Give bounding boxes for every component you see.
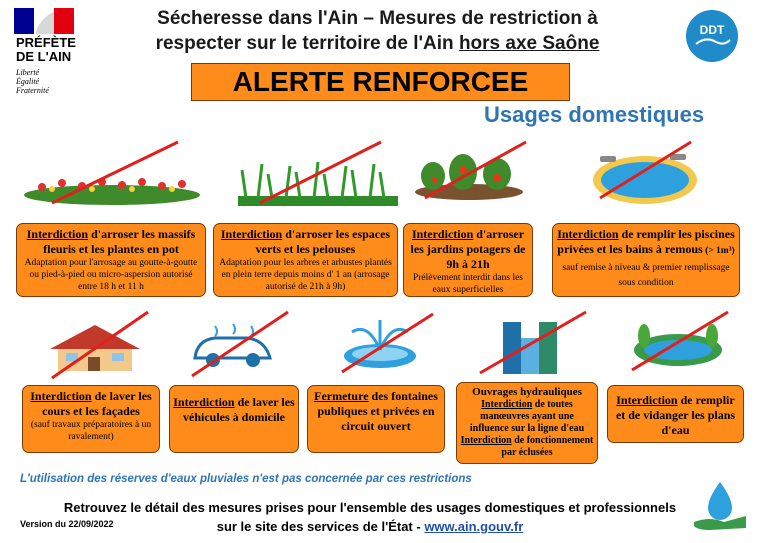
restriction-card-pools: Interdiction de remplir les piscines privées et les bains à remous (> 1m³) sauf remise à niveau & premier remplissage sous condition [552, 223, 740, 297]
prohibition-cross-icon [598, 140, 693, 200]
water-hand-icon [690, 478, 750, 533]
restriction-card-lawns: Interdiction d'arroser les espaces verts et les pelouses Adaptation pour les arbres et arbustes plantés en plein terre depuis moins d' 1 an (arrosage autorisé de 21h à 9h) [213, 223, 398, 297]
ddt-logo-icon [686, 10, 738, 62]
restriction-card-vehicles: Interdiction de laver les véhicules à domicile [169, 385, 299, 453]
title-line-1: Sécheresse dans l'Ain – Mesures de restriction à [157, 8, 598, 29]
ddt-logo-text: DDT [699, 23, 725, 37]
rainwater-note: L'utilisation des réserves d'eaux pluviales n'est pas concernée par ces restrictions [20, 473, 472, 485]
prohibition-cross-icon [50, 140, 180, 205]
prohibition-cross-icon [340, 312, 435, 374]
restriction-card-facades: Interdiction de laver les cours et les façades (sauf travaux préparatoires à un ravalement) [22, 385, 160, 453]
alert-level-banner: ALERTE RENFORCEE [191, 63, 570, 101]
prohibition-cross-icon [50, 310, 150, 380]
prefecture-logo [12, 8, 92, 98]
version-date: Version du 22/09/2022 [20, 519, 114, 529]
restriction-card-ponds: Interdiction de remplir et de vidanger les plans d'eau [607, 385, 744, 443]
prohibition-cross-icon [630, 310, 730, 372]
restriction-card-vegetable-gardens: Interdiction d'arroser les jardins potagers de 9h à 21h Prélèvement interdit dans les eaux superficielles [403, 223, 533, 297]
title-underlined: hors axe Saône [458, 33, 600, 54]
page-title [95, 6, 660, 56]
prohibition-cross-icon [423, 140, 528, 200]
title-line-2: respecter sur le territoire de l'Ain hors axe Saône [155, 33, 600, 54]
prefecture-name: PRÉFÈTE DE L'AIN [16, 35, 76, 64]
prohibition-cross-icon [190, 310, 290, 378]
ddt-logo [686, 10, 738, 62]
prohibition-cross-icon [478, 310, 588, 375]
restriction-card-hydraulic-works: Ouvrages hydrauliques Interdiction de toutes manœuvres ayant une influence sur la ligne d'eau Interdiction de fonctionnement par éclusées [456, 382, 598, 464]
prohibition-cross-icon [258, 140, 383, 205]
restriction-card-fountains: Fermeture des fontaines publiques et privées en circuit ouvert [307, 385, 445, 453]
section-subtitle: Usages domestiques [484, 102, 705, 127]
republic-motto: Liberté Égalité Fraternité [16, 68, 49, 95]
marianne-flag-icon [14, 8, 74, 34]
restriction-card-flower-beds: Interdiction d'arroser les massifs fleuris et les plantes en pot Adaptation pour l'arrosage au goutte-à-goutte ou pied-à-pied ou micro-aspersion autorisé entre 18 h et 11 h [16, 223, 206, 297]
website-link[interactable]: www.ain.gouv.fr [424, 519, 524, 534]
footer-info: Retrouvez le détail des mesures prises pour l'ensemble des usages domestiques et professionnels sur le site des services de l'État - www.ain.gouv.fr [63, 500, 677, 534]
